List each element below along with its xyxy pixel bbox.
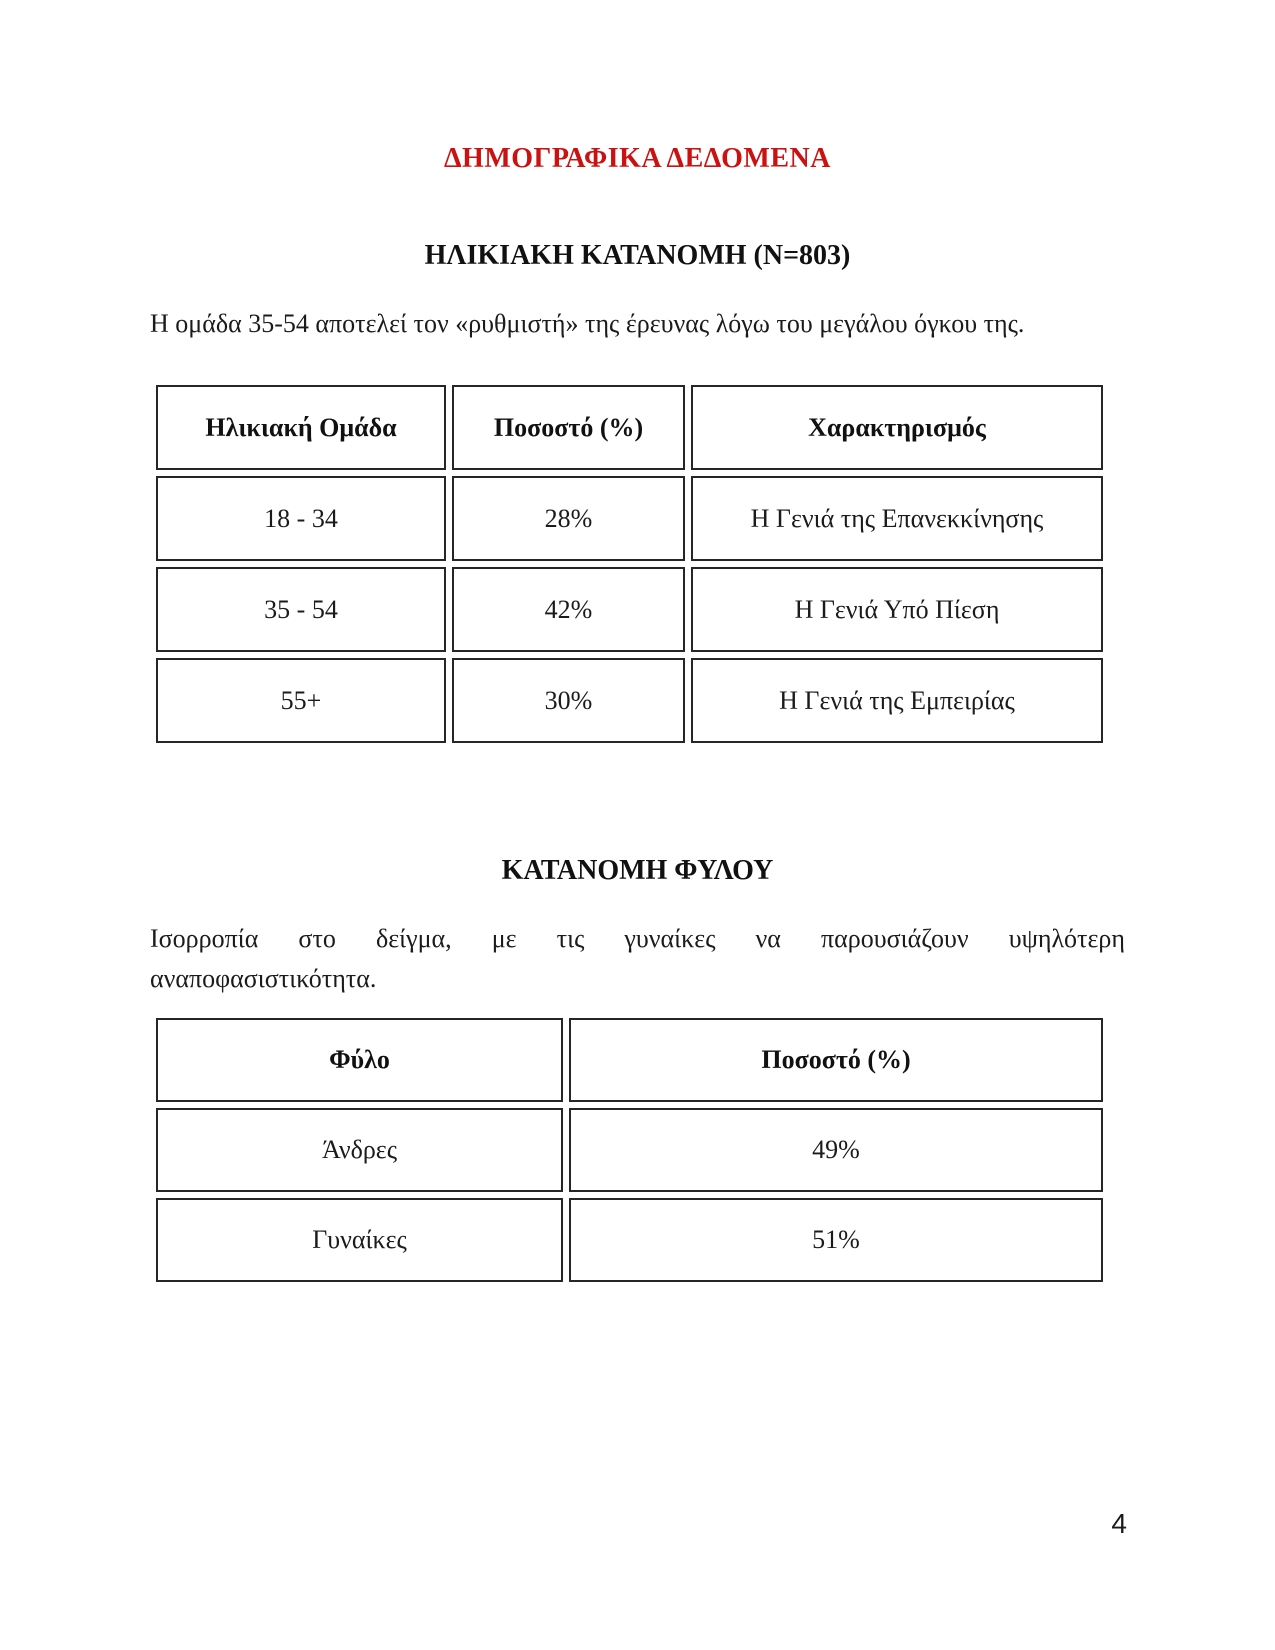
gender-intro-line2: αναποφασιστικότητα. xyxy=(150,964,377,993)
gender-table-row xyxy=(156,1198,1103,1282)
age-cell-label: Η Γενιά Υπό Πίεση xyxy=(691,567,1103,652)
age-table-row xyxy=(156,658,1103,743)
gender-distribution-heading: ΚΑΤΑΝΟΜΗ ΦΥΛΟΥ xyxy=(501,855,774,886)
age-table-header-row xyxy=(156,385,1103,470)
gender-table-header-gender: Φύλο xyxy=(156,1018,563,1102)
age-cell-group: 55+ xyxy=(156,658,446,743)
gender-table-header-percent: Ποσοστό (%) xyxy=(569,1018,1103,1102)
age-table-header-group: Ηλικιακή Ομάδα xyxy=(156,385,446,470)
gender-table-row xyxy=(156,1108,1103,1192)
age-distribution-table xyxy=(150,379,1109,749)
gender-intro-paragraph xyxy=(150,919,1125,999)
gender-cell-gender: Άνδρες xyxy=(156,1108,563,1192)
age-distribution-heading: ΗΛΙΚΙΑΚΗ ΚΑΤΑΝΟΜΗ (N=803) xyxy=(424,240,851,271)
age-cell-percent: 30% xyxy=(452,658,685,743)
page-number: 4 xyxy=(1111,1508,1127,1539)
age-table-row xyxy=(156,476,1103,561)
age-cell-percent: 28% xyxy=(452,476,685,561)
age-cell-group: 35 - 54 xyxy=(156,567,446,652)
gender-distribution-table xyxy=(150,1012,1109,1288)
age-table-row xyxy=(156,567,1103,652)
gender-cell-percent: 49% xyxy=(569,1108,1103,1192)
gender-table-header-row xyxy=(156,1018,1103,1102)
document-title: ΔΗΜΟΓΡΑΦΙΚΑ ΔΕΔΟΜΕΝΑ xyxy=(444,143,831,174)
age-cell-percent: 42% xyxy=(452,567,685,652)
age-cell-group: 18 - 34 xyxy=(156,476,446,561)
age-cell-label: Η Γενιά της Επανεκκίνησης xyxy=(691,476,1103,561)
gender-intro-line1: Ισορροπία στο δείγμα, με τις γυναίκες να παρουσιάζουν υψηλότερη xyxy=(150,924,1125,953)
gender-cell-percent: 51% xyxy=(569,1198,1103,1282)
age-intro-paragraph: Η ομάδα 35-54 αποτελεί τον «ρυθμιστή» της έρευνας λόγω του μεγάλου όγκου της. xyxy=(150,309,1025,338)
age-table-header-label: Χαρακτηρισμός xyxy=(691,385,1103,470)
gender-cell-gender: Γυναίκες xyxy=(156,1198,563,1282)
age-table-header-percent: Ποσοστό (%) xyxy=(452,385,685,470)
age-cell-label: Η Γενιά της Εμπειρίας xyxy=(691,658,1103,743)
